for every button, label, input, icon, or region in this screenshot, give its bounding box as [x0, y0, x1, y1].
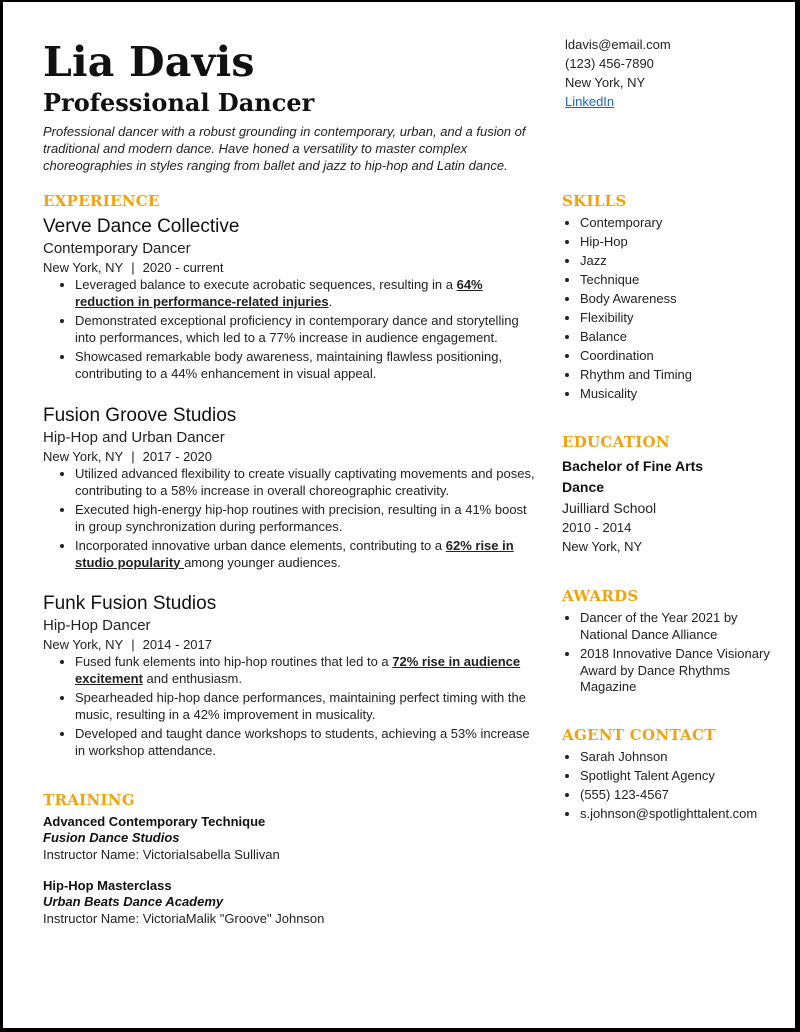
job-meta [43, 259, 538, 277]
skills-block [562, 213, 782, 403]
training-instructor: Instructor Name: VictoriaMalik "Groove" Johnson [43, 911, 325, 926]
job-bullet: • Incorporated innovative urban dance elements, contributing to a 62% rise in studio popularity among younger audiences. [75, 538, 538, 571]
job-location: New York, NY [43, 260, 124, 275]
skills-heading: SKILLS [562, 192, 627, 210]
job-bullet: • Fused funk elements into hip-hop routines that led to a 72% rise in audience excitement and enthusiasm. [75, 654, 538, 687]
education-location: New York, NY [562, 539, 643, 554]
candidate-title: Professional Dancer [43, 88, 315, 117]
job-meta [43, 636, 538, 654]
award-item: • Dancer of the Year 2021 by National Dance Alliance [580, 610, 782, 643]
skill-item: • Flexibility [580, 308, 782, 327]
training-entry [43, 878, 538, 927]
job-bullets [43, 277, 538, 382]
contact-block [565, 35, 671, 111]
job-dates: 2014 - 2017 [142, 637, 212, 652]
job-role: Contemporary Dancer [43, 240, 191, 257]
job-bullet: • Executed high-energy hip-hop routines with precision, resulting in a 41% boost in group synchronization during performances. [75, 502, 538, 535]
job-bullet: • Developed and taught dance workshops to students, achieving a 53% increase in workshop attendance. [75, 726, 538, 759]
agent-phone: • (555) 123-4567 [580, 785, 782, 804]
awards-block [562, 610, 782, 699]
job-location: New York, NY [43, 449, 124, 464]
education-degree: Bachelor of Fine Arts [562, 458, 704, 474]
education-block [562, 456, 782, 556]
awards-list [562, 610, 782, 696]
linkedin-link[interactable]: LinkedIn [565, 94, 615, 109]
skill-item: • Technique [580, 270, 782, 289]
job-role: Hip-Hop Dancer [43, 617, 151, 634]
meta-separator: | [131, 637, 135, 652]
job-dates: 2020 - current [142, 260, 224, 275]
meta-separator: | [131, 260, 135, 275]
company-name: Funk Fusion Studios [43, 593, 217, 614]
skills-list [562, 213, 782, 403]
company-name: Fusion Groove Studios [43, 405, 237, 426]
awards-heading: AWARDS [562, 587, 639, 605]
company-name: Verve Dance Collective [43, 216, 240, 237]
training-school: Urban Beats Dance Academy [43, 894, 224, 909]
skill-item: • Hip-Hop [580, 232, 782, 251]
skill-item: • Contemporary [580, 213, 782, 232]
education-dates: 2010 - 2014 [562, 520, 632, 535]
agent-agency: • Spotlight Talent Agency [580, 766, 782, 785]
training-course: Advanced Contemporary Technique [43, 814, 266, 829]
training-instructor: Instructor Name: VictoriaIsabella Sullivan [43, 847, 280, 862]
skill-item: • Balance [580, 327, 782, 346]
training-entry [43, 814, 538, 863]
job-bullet: • Showcased remarkable body awareness, maintaining flawless positioning, contributing to a 44% enhancement in visual appeal. [75, 349, 538, 382]
job-meta [43, 448, 538, 466]
agent-contact-heading: AGENT CONTACT [562, 726, 716, 744]
skill-item: • Coordination [580, 346, 782, 365]
profile-summary: Professional dancer with a robust grounding in contemporary, urban, and a fusion of traditional and modern dance. Have honed a versatility to master complex choreographies in styles ranging from ballet and jazz to hip-hop and Latin dance. [43, 124, 526, 173]
resume-page [3, 2, 795, 1028]
agent-contact-list [562, 747, 782, 823]
job-bullets [43, 466, 538, 571]
skill-item: • Jazz [580, 251, 782, 270]
education-school: Juilliard School [562, 500, 657, 516]
experience-heading: EXPERIENCE [43, 192, 160, 210]
agent-name: • Sarah Johnson [580, 747, 782, 766]
job-location: New York, NY [43, 637, 124, 652]
contact-location: New York, NY [565, 75, 646, 90]
job-role: Hip-Hop and Urban Dancer [43, 429, 225, 446]
training-course: Hip-Hop Masterclass [43, 878, 172, 893]
skill-item: • Body Awareness [580, 289, 782, 308]
award-item: • 2018 Innovative Dance Visionary Award by Dance Rhythms Magazine [580, 646, 782, 696]
education-heading: EDUCATION [562, 433, 670, 451]
contact-email: ldavis@email.com [565, 37, 671, 52]
agent-email: • s.johnson@spotlighttalent.com [580, 804, 782, 823]
job-bullets [43, 654, 538, 759]
skill-item: • Musicality [580, 384, 782, 403]
job-bullet: • Leveraged balance to execute acrobatic sequences, resulting in a 64% reduction in performance-related injuries. [75, 277, 538, 310]
job-dates: 2017 - 2020 [142, 449, 212, 464]
agent-contact-block [562, 747, 782, 823]
job-bullet: • Demonstrated exceptional proficiency in contemporary dance and storytelling into performances, which led to a 77% increase in audience engagement. [75, 313, 538, 346]
meta-separator: | [131, 449, 135, 464]
job-bullet: • Utilized advanced flexibility to create visually captivating movements and poses, contributing to a 58% increase in overall choreographic creativity. [75, 466, 538, 499]
education-major: Dance [562, 479, 605, 495]
experience-entry [43, 215, 538, 385]
experience-entry [43, 404, 538, 574]
job-bullet: • Spearheaded hip-hop dance performances, maintaining perfect timing with the music, resulting in a 42% improvement in musicality. [75, 690, 538, 723]
contact-phone: (123) 456-7890 [565, 56, 654, 71]
training-heading: TRAINING [43, 791, 135, 809]
candidate-name: Lia Davis [43, 38, 255, 86]
experience-entry [43, 592, 538, 762]
skill-item: • Rhythm and Timing [580, 365, 782, 384]
training-school: Fusion Dance Studios [43, 830, 180, 845]
